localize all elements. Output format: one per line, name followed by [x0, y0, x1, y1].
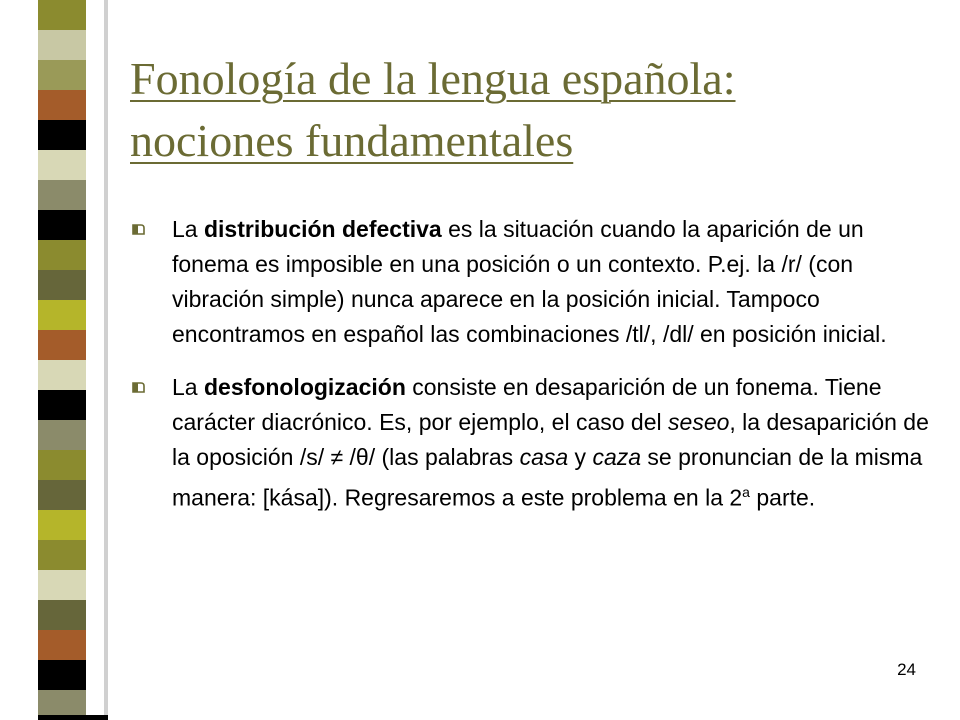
stripe-bottom-edge [38, 715, 108, 720]
bullet-text: y [568, 444, 593, 470]
stripe-band [38, 390, 86, 420]
bullet-text: parte. [749, 484, 816, 511]
slide-title [130, 48, 930, 172]
stripe-band [38, 240, 86, 270]
bullet-text: La [172, 374, 204, 400]
term-seseo: seseo [668, 409, 730, 435]
stripe-band [38, 150, 86, 180]
title-line-2: nociones fundamentales [130, 115, 574, 166]
bullet-text: se pronuncian de la misma manera: [kása]). Regresaremos a este problema en la 2 [172, 444, 923, 511]
bullet-list [132, 212, 932, 534]
stripe-band [38, 210, 86, 240]
stripe-band [38, 450, 86, 480]
stripe-band [38, 270, 86, 300]
term-desfonologizacion: desfonologización [203, 374, 406, 400]
page-number: 24 [897, 660, 916, 679]
stripe-band [38, 180, 86, 210]
stripe-band [38, 420, 86, 450]
stripe-band [38, 360, 86, 390]
bullet-text: , la desaparición de la oposición /s/ ≠ /θ/ (las palabras [172, 409, 929, 470]
stripe-band [38, 0, 86, 30]
stripe-band [38, 510, 86, 540]
term-distribucion-defectiva: distribución defectiva [203, 216, 442, 242]
ordinal-superscript: a [742, 484, 750, 500]
stripe-band [38, 120, 86, 150]
stripe-band [38, 630, 86, 660]
decorative-stripe-bar [38, 0, 86, 720]
bullet-item-desfonologizacion [132, 370, 932, 516]
bullet-drop-icon [132, 224, 145, 235]
bullet-text: La [172, 216, 204, 242]
stripe-band [38, 480, 86, 510]
stripe-shadow [86, 0, 108, 720]
stripe-band [38, 330, 86, 360]
bullet-text: es la situación cuando la aparición de un fonema es imposible en una posición o un contexto. P.ej. la /r/ (con vibración simple) nunca aparece en la posición inicial. Tampoco encontramos en español las combinaciones /tl/, /dl/ en posición inicial. [172, 216, 887, 347]
stripe-band [38, 540, 86, 570]
word-casa: casa [519, 444, 569, 470]
stripe-band [38, 30, 86, 60]
word-caza: caza [592, 444, 642, 470]
bullet-drop-icon [132, 382, 145, 393]
stripe-band [38, 660, 86, 690]
stripe-band [38, 600, 86, 630]
stripe-band [38, 90, 86, 120]
bullet-text: consiste en desaparición de un fonema. Tiene carácter diacrónico. Es, por ejemplo, el caso del [172, 374, 882, 435]
stripe-band [38, 300, 86, 330]
stripe-band [38, 60, 86, 90]
stripe-band [38, 570, 86, 600]
title-line-1: Fonología de la lengua española: [130, 53, 736, 104]
bullet-item-distribucion [132, 212, 932, 352]
